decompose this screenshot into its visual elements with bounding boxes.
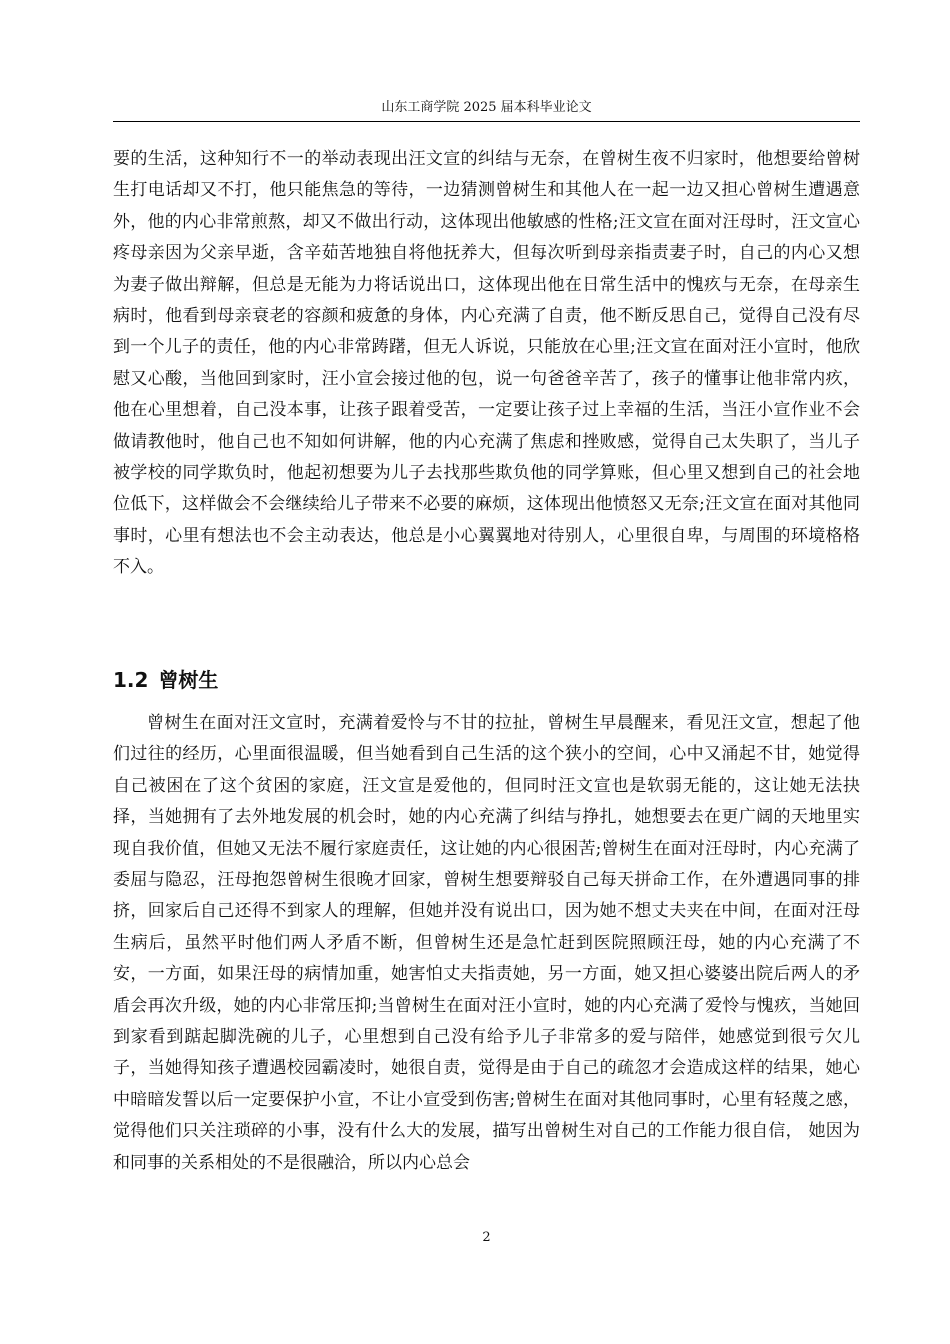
section-heading: [113, 666, 218, 694]
body-paragraph-2: 曾树生在面对汪文宣时，充满着爱怜与不甘的拉扯，曾树生早晨醒来，看见汪文宣，想起了他们过往的经历，心里面很温暖，但当她看到自己生活的这个狭小的空间，心中又涌起不甘，她觉得自己被困在了这个贫困的家庭，汪文宣是爱他的，但同时汪文宣也是软弱无能的，这让她无法抉择，当她拥有了去外地发展的机会时，她的内心充满了纠结与挣扎，她想要去在更广阔的天地里实现自我价值，但她又无法不履行家庭责任，这让她的内心很困苦;曾树生在面对汪母时，内心充满了委屈与隐忍，汪母抱怨曾树生很晚才回家，曾树生想要辩驳自己每天拼命工作，在外遭遇同事的排挤，回家后自己还得不到家人的理解，但她并没有说出口，因为她不想丈夫夹在中间，在面对汪母生病后，虽然平时他们两人矛盾不断，但曾树生还是急忙赶到医院照顾汪母，她的内心充满了不安，一方面，如果汪母的病情加重，她害怕丈夫指责她，另一方面，她又担心婆婆出院后两人的矛盾会再次升级，她的内心非常压抑;当曾树生在面对汪小宣时，她的内心充满了爱怜与愧疚，当她回到家看到踮起脚洗碗的儿子，心里想到自己没有给予儿子非常多的爱与陪伴，她感觉到很亏欠儿子，当她得知孩子遭遇校园霸凌时，她很自责，觉得是由于自己的疏忽才会造成这样的结果，她心中暗暗发誓以后一定要保护小宣，不让小宣受到伤害;曾树生在面对其他同事时，心里有轻蔑之感，觉得他们只关注琐碎的小事，没有什么大的发展，描写出曾树生对自己的工作能力很自信， 她因为和同事的关系相处的不是很融洽，所以内心总会: [113, 713, 860, 1173]
header-divider: [113, 121, 860, 122]
page-number: 2: [482, 1230, 491, 1245]
body-paragraph-1: 要的生活，这种知行不一的举动表现出汪文宣的纠结与无奈，在曾树生夜不归家时，他想要给曾树生打电话却又不打，他只能焦急的等待，一边猜测曾树生和其他人在一起一边又担心曾树生遭遇意外，他的内心非常煎熬，却又不做出行动，这体现出他敏感的性格;汪文宣在面对汪母时，汪文宣心疼母亲因为父亲早逝，含辛茹苦地独自将他抚养大，但每次听到母亲指责妻子时，自己的内心又想为妻子做出辩解，但总是无能为力将话说出口，这体现出他在日常生活中的愧疚与无奈，在母亲生病时，他看到母亲衰老的容颜和疲惫的身体，内心充满了自责，他不断反思自己，觉得自己没有尽到一个儿子的责任，他的内心非常踌躇，但无人诉说，只能放在心里;汪文宣在面对汪小宣时，他欣慰又心酸，当他回到家时，汪小宣会接过他的包，说一句爸爸辛苦了，孩子的懂事让他非常内疚，他在心里想着，自己没本事，让孩子跟着受苦，一定要让孩子过上幸福的生活，当汪小宣作业不会做请教他时，他自己也不知如何讲解，他的内心充满了焦虑和挫败感，觉得自己太失职了，当儿子被学校的同学欺负时，他起初想要为儿子去找那些欺负他的同学算账，但心里又想到自己的社会地位低下，这样做会不会继续给儿子带来不必要的麻烦，这体现出他愤怒又无奈;汪文宣在面对其他同事时，心里有想法也不会主动表达，他总是小心翼翼地对待别人，心里很自卑，与周围的环境格格不入。: [113, 149, 860, 578]
section-number: 1.2: [113, 668, 149, 692]
running-header: 山东工商学院 2025 届本科毕业论文: [381, 100, 592, 115]
section-title: 曾树生: [158, 668, 219, 692]
